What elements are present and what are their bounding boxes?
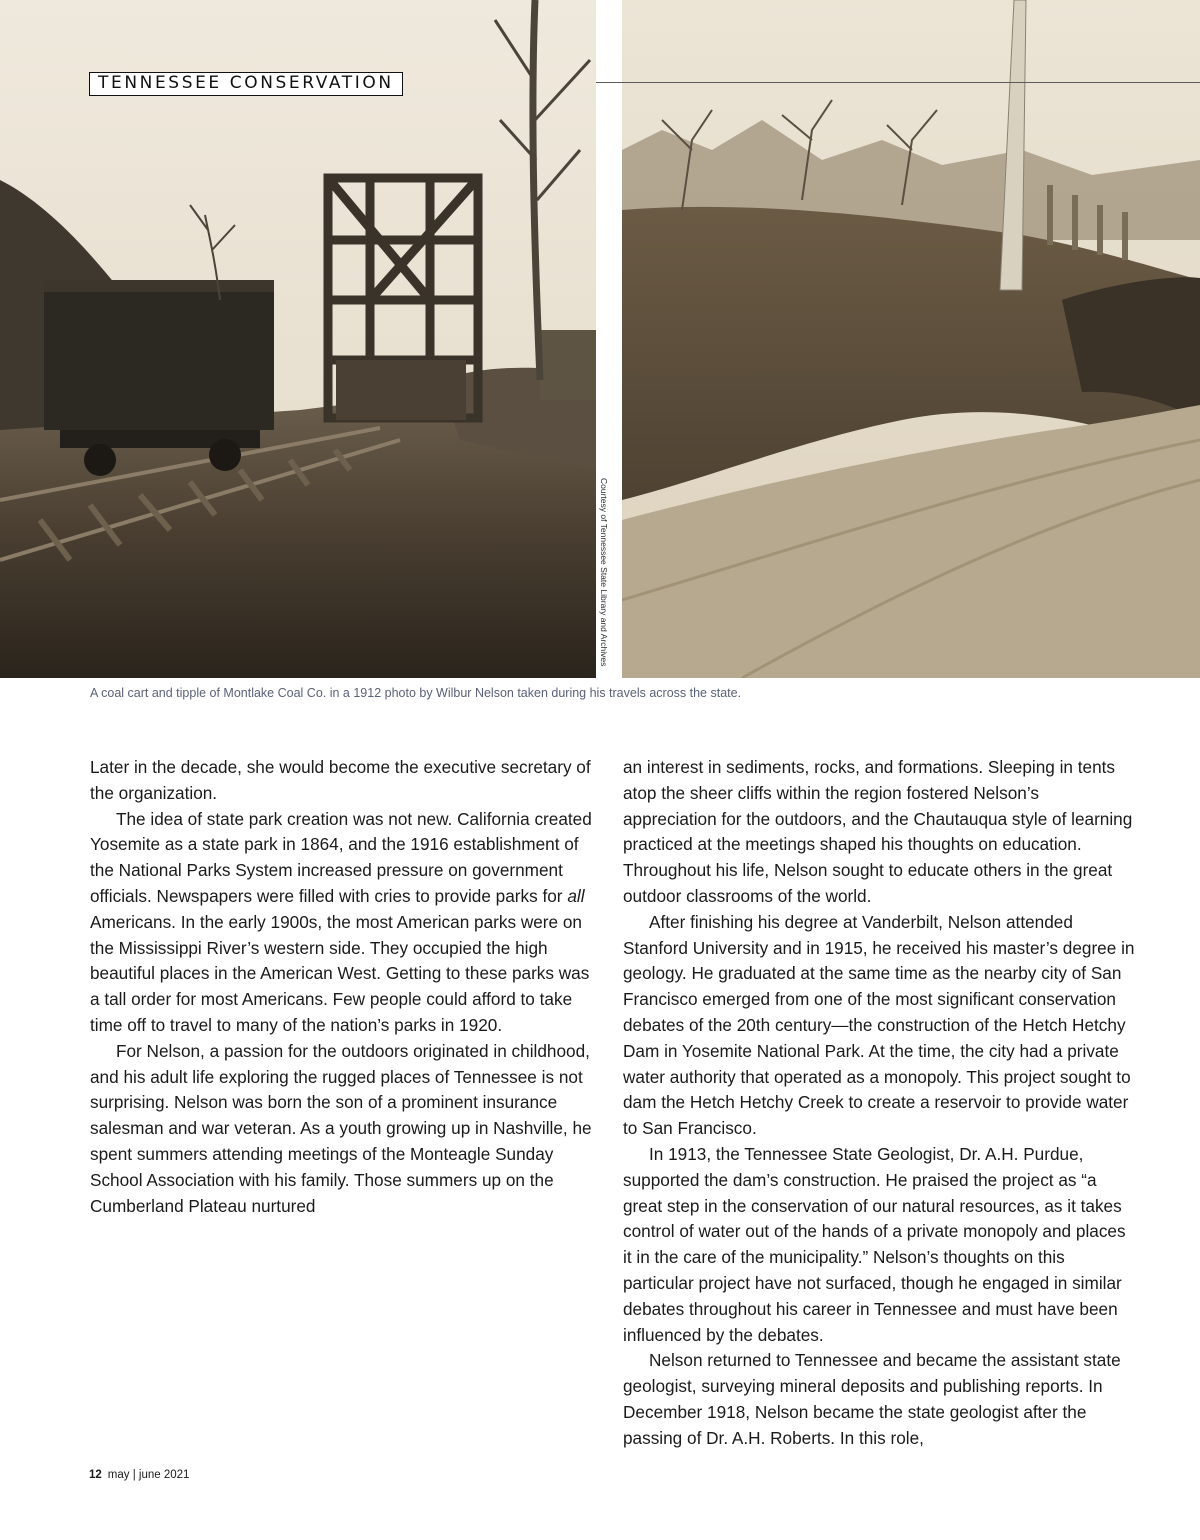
paragraph: After finishing his degree at Vanderbilt, Nelson attended Stanford University and in 1915, he received his master’s degree in geology. He graduated at the same time as the nearby city of San Francisco emerged from one of the most significant conservation debates of the 20th century—the construction of the Hetch Hetchy Dam in Yosemite National Park. At the time, the city had a private water authority that operated as a monopoly. This project sought to dam the Hetch Hetchy Creek to create a reservoir to provide water to San Francisco. — [623, 911, 1135, 1139]
paragraph: Nelson returned to Tennessee and became the assistant state geologist, surveying mineral deposits and publishing reports. In December 1918, Nelson became the state geologist after the passing of Dr. A.H. Roberts. In this role, — [623, 1350, 1121, 1448]
page-footer — [89, 1469, 189, 1481]
body-column-right — [623, 755, 1135, 1452]
photo-coal-cart-tipple-image — [0, 0, 596, 678]
photo-credit: Courtesy of Tennessee State Library and Archives — [599, 478, 609, 667]
section-label: TENNESSEE CONSERVATION — [89, 72, 403, 96]
page-number: 12 — [89, 1469, 102, 1481]
paragraph: In 1913, the Tennessee State Geologist, Dr. A.H. Purdue, supported the dam’s construction. He praised the project as “a great step in the conservation of our natural resources, as it takes control of water out of the hands of a private monopoly and places it in the care of the municipality.” Nelson’s thoughts on this particular project have not surfaced, though he engaged in similar debates throughout his career in Tennessee and must have been influenced by the debates. — [623, 1143, 1126, 1345]
photo-coal-cart-tipple — [0, 0, 596, 678]
paragraph: Later in the decade, she would become the executive secretary of the organization. — [90, 757, 591, 803]
header-rule — [596, 82, 1200, 83]
photo-dirt-road-hillside-image — [622, 0, 1200, 678]
issue-date: may | june 2021 — [107, 1469, 190, 1481]
body-column-left — [90, 755, 602, 1219]
paragraph: For Nelson, a passion for the outdoors originated in childhood, and his adult life exploring the rugged places of Tennessee is not surprising. Nelson was born the son of a prominent insurance salesman and war veteran. As a youth growing up in Nashville, he spent summers attending meetings of the Monteagle Sunday School Association with his family. Those summers up on the Cumberland Plateau nurtured — [90, 1040, 592, 1216]
photo-dirt-road-hillside — [622, 0, 1200, 678]
paragraph: The idea of state park creation was not new. California created Yosemite as a state park in 1864, and the 1916 establishment of the National Parks System increased pressure on government officials. Newspapers were filled with cries to provide parks for all Americans. In the early 1900s, the most American parks were on the Mississippi River’s western side. They occupied the high beautiful places in the American West. Getting to these parks was a tall order for most Americans. Few people could afford to take time off to travel to many of the nation’s parks in 1920. — [90, 808, 592, 1035]
paragraph: an interest in sediments, rocks, and formations. Sleeping in tents atop the sheer cliffs within the region fostered Nelson’s appreciation for the outdoors, and the Chautauqua style of learning practiced at the meetings shaped his thoughts on education. Throughout his life, Nelson sought to educate others in the great outdoor classrooms of the world. — [623, 757, 1133, 906]
photo-caption: A coal cart and tipple of Montlake Coal Co. in a 1912 photo by Wilbur Nelson taken during his travels across the state. — [90, 686, 742, 700]
